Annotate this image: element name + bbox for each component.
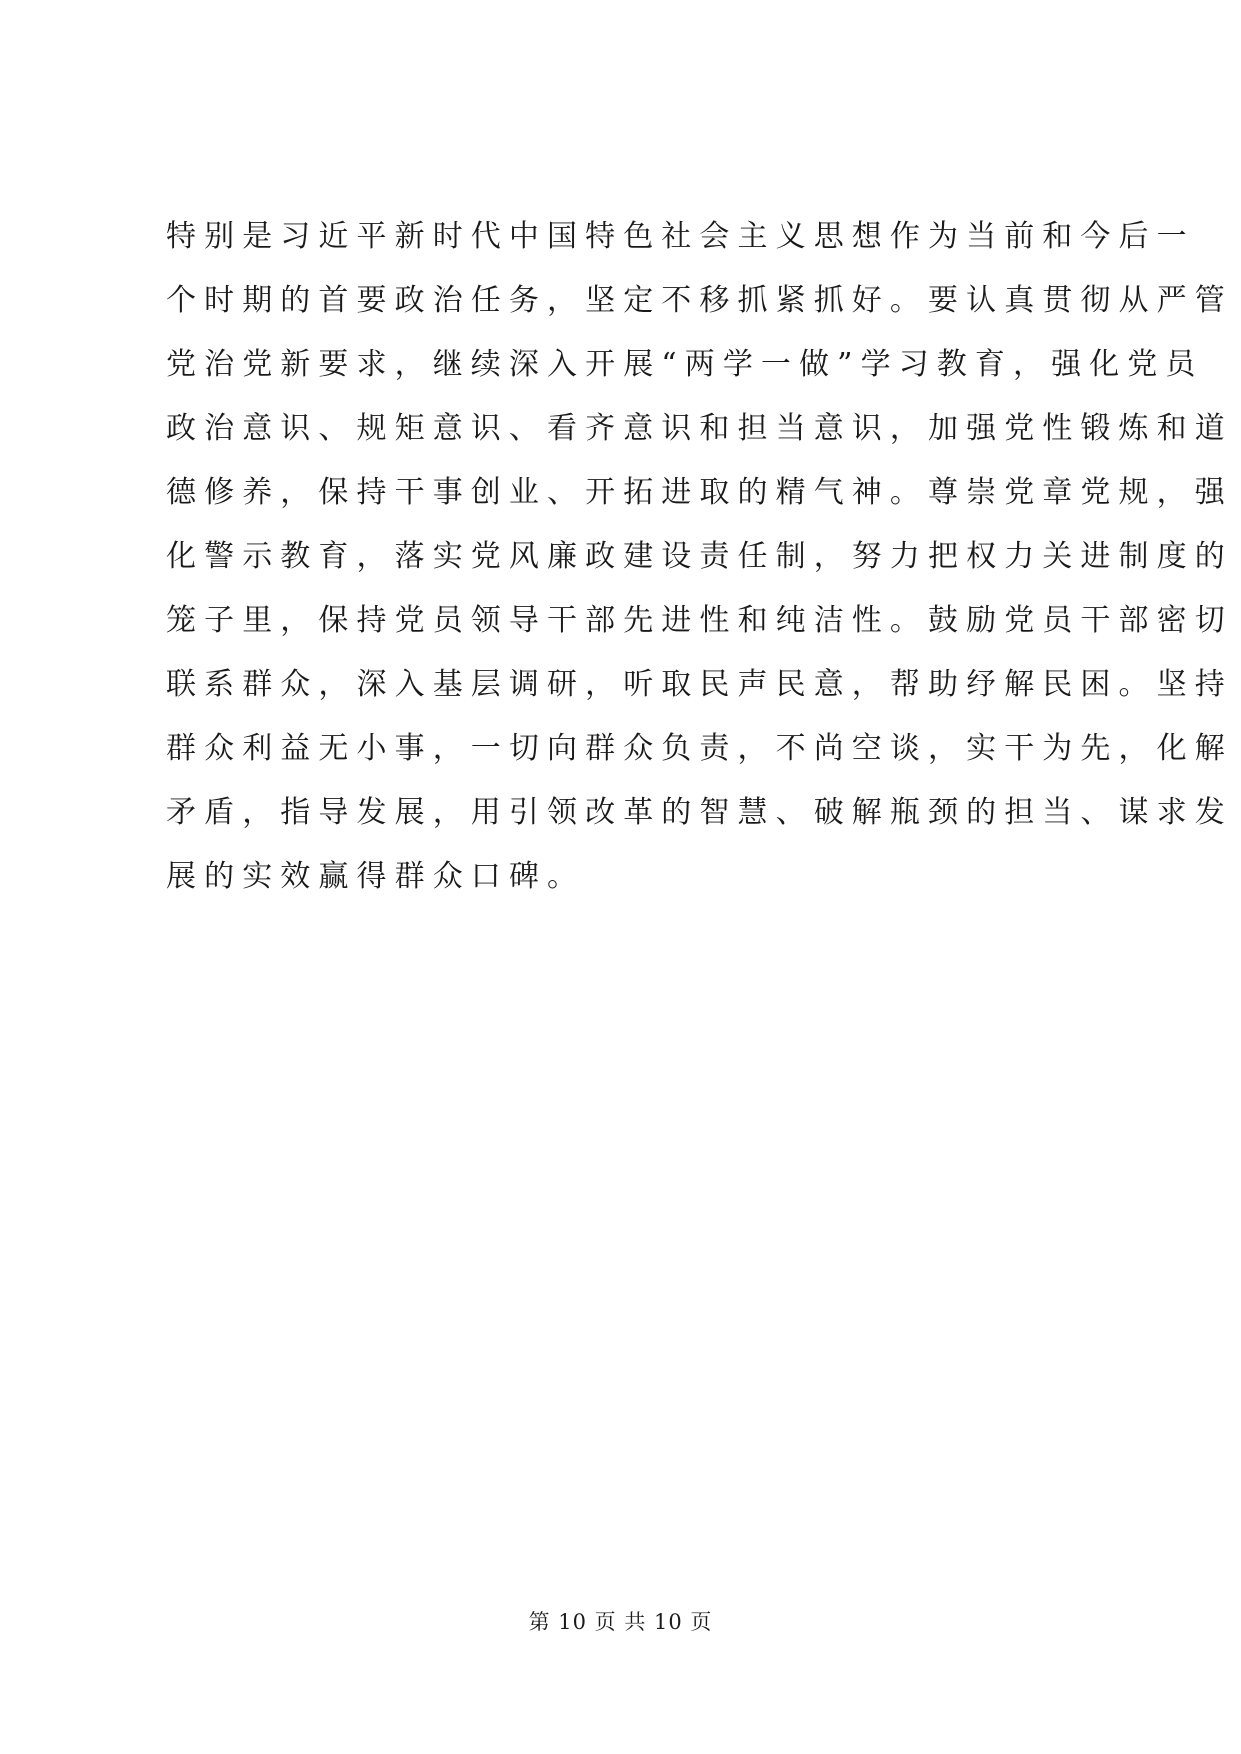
- text-line: 笼子里，保持党员领导干部先进性和纯洁性。鼓励党员干部密切: [166, 603, 1233, 638]
- text-line: 德修养，保持干事创业、开拓进取的精气神。尊崇党章党规，强: [166, 475, 1233, 510]
- text-line: 化警示教育，落实党风廉政建设责任制，努力把权力关进制度的: [166, 539, 1233, 574]
- text-line: 个时期的首要政治任务，坚定不移抓紧抓好。要认真贯彻从严管: [166, 283, 1233, 318]
- text-line: 展的实效赢得群众口碑。: [166, 859, 586, 894]
- text-line: 联系群众，深入基层调研，听取民声民意，帮助纾解民困。坚持: [166, 667, 1233, 702]
- text-line: 特别是习近平新时代中国特色社会主义思想作为当前和今后一: [166, 219, 1195, 254]
- text-line: 矛盾，指导发展，用引领改革的智慧、破解瓶颈的担当、谋求发: [166, 795, 1233, 830]
- body-paragraph: [166, 205, 1233, 909]
- page-number-footer: 第 10 页 共 10 页: [528, 1610, 713, 1634]
- text-line: 政治意识、规矩意识、看齐意识和担当意识，加强党性锻炼和道: [166, 411, 1233, 446]
- text-line: 党治党新要求，继续深入开展“两学一做”学习教育，强化党员: [166, 347, 1204, 382]
- text-line: 群众利益无小事，一切向群众负责，不尚空谈，实干为先，化解: [166, 731, 1233, 766]
